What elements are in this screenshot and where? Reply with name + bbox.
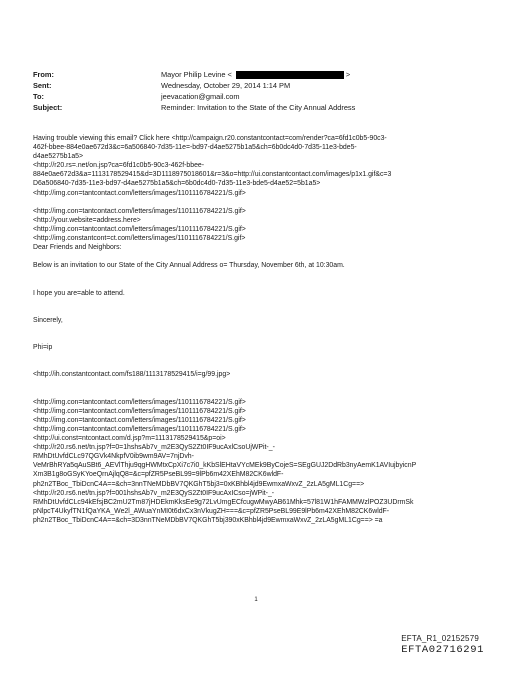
from-value-tail: > [345,70,351,79]
body-line: <http://img.con=tantcontact.com/letters/images/1101116784221/S.gif> [33,416,246,424]
body-line: <http://img.con=tantcontact.com/letters/images/1101116784221/S.gif> [33,207,246,215]
email-body [33,134,493,525]
body-line: <http://img.con=tantcontact.com/letters/images/1101116784221/S.gif> [33,407,246,415]
body-line: <http://img.con=tantcontact.com/letters/images/1101116784221/S.gif> [33,189,246,197]
blank-line [33,270,493,279]
document-reference-large: EFTA02716291 [401,644,484,656]
blank-line [33,334,493,343]
body-line: 462f-bbee-884e0ae672d3&c=6a506840-7d35-11e=-bd97-d4ae5275b1a5&ch=6b0dc4d0-7d35-11e3-bde5- [33,144,357,152]
body-line: Phi=ip [33,344,53,352]
body-line: 884e0ae672d3&a=1113178529415&d=3D1118975018601&r=3&o=http://ui.constantcontact.com/images/p1x1.gif&c=3 [33,171,392,179]
body-line: <http://r20.rs=.net/on.jsp?ca=6fd1c0b5-90c3-462f-bbee- [33,162,205,170]
blank-line [33,298,493,307]
body-line: ph2n2TBoc_TbiDcnC4A==&ch=3nnTNeMDbBV7QKGhT5bj3=0xKBhbl4jd9EwmxaWxvZ_2zLA5gML1Cg==> [33,480,365,488]
body-line: <http://ih.constantcontact.com/fs188/1113178529415/i=g/99.jpg> [33,371,231,379]
blank-line [33,361,493,370]
from-row [33,69,355,80]
document-reference-small: EFTA_R1_02152579 [401,634,479,643]
body-line: d4ae5275b1a5> [33,153,84,161]
blank-line [33,389,493,398]
body-line: Dear Friends and Neighbors: [33,244,122,252]
from-label: From: [33,70,54,79]
body-line: <http://img.con=tantcontact.com/letters/images/1101116784221/S.gif> [33,225,246,233]
body-line: D6a506840-7d35-11e3-bd97-d4ae5275b1a5&ch=6b0dc4d0-7d35-11e3-bde5-d4ae52=5b1a5> [33,180,321,188]
body-line: <http://r20.rs6.net/tn.jsp?f=001hshsAb7v_m2E3QyS2Zt0IF9ucAxICso=jWPit-_- [33,489,275,497]
body-line: RMhDtUvfdCLc97QGVk4NkpfV0ib9wm9AV=7njDvh- [33,453,194,461]
to-row [33,91,355,102]
body-line: RMhDtUvfdCLc94kEfsjBC2mU2Tm87jHDEkmKksEe9g72LvUmgECfcugwMwyAB61Mhk=57l81W1hFAMMWzlPOZ3UDrmSk [33,498,414,506]
body-line: Sincerely, [33,316,63,324]
blank-line [33,325,493,334]
body-line: <http://img.con=tantcontact.com/letters/images/1101116784221/S.gif> [33,398,246,406]
body-line: Xm3B1g8oGSyKYoeQrnAjlqQ8=&c=pfZR5PseBL99=9lPb6m42XEhM82CK6wldF- [33,471,284,479]
body-line: pNlpcT4UkyfTN1fQaYKA_We2l_AWuaYnMI0t6dxCx3nVkugZH===&c=pfZR5PseBL99E9lPb6m42XEhM82CK6wldF- [33,507,390,515]
body-line: <http://your.website=address.here> [33,216,141,224]
blank-line [33,198,493,207]
blank-line [33,380,493,389]
email-header [33,69,355,113]
to-value: jeevacation@gmail.com [161,92,240,101]
body-line: Below is an invitation to our State of the City Annual Address o= Thursday, November 6th, at 10:30am. [33,262,345,270]
from-value [161,69,350,80]
sent-row [33,80,355,91]
body-line: <http://r20.rs6.net/tn.jsp?f=0=1hshsAb7v_m2E3QyS2Zt0IF9ucAxlCsoUjWPit-_- [33,444,275,452]
subject-value: Reminder: Invitation to the State of the City Annual Address [161,103,356,112]
from-name: Mayor Philip Levine < [161,70,232,79]
sent-value: Wednesday, October 29, 2014 1:14 PM [161,81,291,90]
subject-label: Subject: [33,103,63,112]
to-label: To: [33,92,44,101]
page-number: 1 [254,597,258,603]
body-line: I hope you are=able to attend. [33,289,125,297]
body-line: ph2n2TBoc_TbiDcnC4A==&ch=3D3nnTNeMDbBV7QKGhT5bj390xKBhbl4jd9EwmxaWxvZ_2zLA5gML1Cg==> =a [33,516,383,524]
redaction-bar [236,71,344,79]
subject-row [33,102,355,113]
blank-line [33,252,493,261]
sent-label: Sent: [33,81,52,90]
body-line: <http://img.con=tantcontact.com/letters/images/1101116784221/S.gif> [33,426,246,433]
body-line: VeMrBhRYa5qAuSBt6_AEVlThju9qgHWMtxCpXi7c7i0_kKbSlEHtaVYcMEk9ByCojeS=SEgGUJ2DdRb3nyAemK1AVIujbyicnP [33,462,417,470]
blank-line [33,307,493,316]
body-line: <http://ui.const=ntcontact.com/d.jsp?m=1113178529415&p=oi> [33,435,226,443]
blank-line [33,280,493,289]
blank-line [33,352,493,361]
body-line: <http://img.constantcont=ct.com/letters/images/1101116784221/S.gif> [33,235,246,243]
body-line: Having trouble viewing this email? Click here <http://campaign.r20.constantcontact=com/render?ca=6fd1c0b5-90c3- [33,135,387,142]
